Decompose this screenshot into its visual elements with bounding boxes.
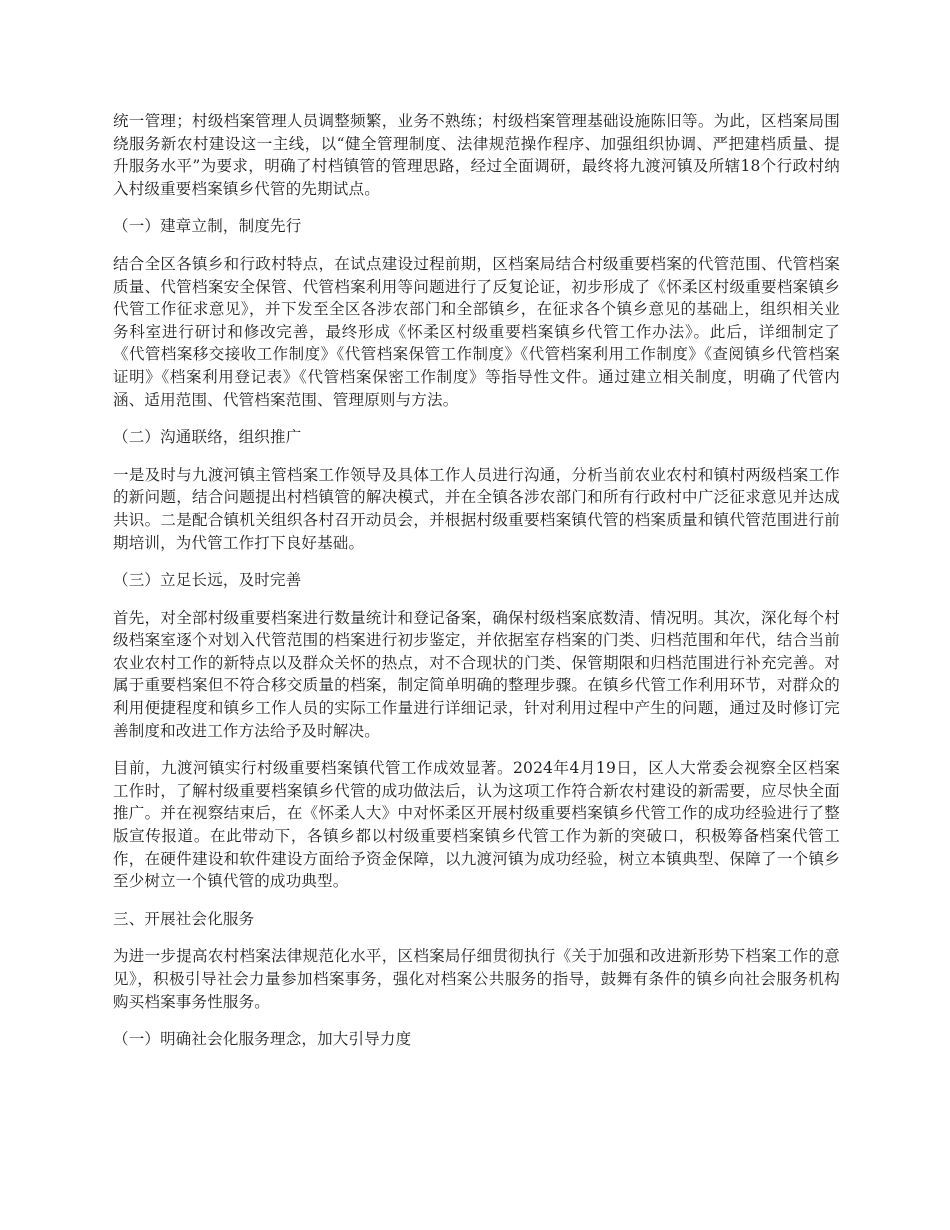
section-heading-3: （三）立足长远，及时完善 — [113, 571, 302, 590]
paragraph-intro: 统一管理；村级档案管理人员调整频繁，业务不熟练；村级档案管理基础设施陈旧等。为此，区档案局围绕服务新农村建设这一主线，以“健全管理制度、法律规范操作程序、加强组织协调、严把建档质量、提升服务水平”为要求，明确了村档镇管的管理思路，经过全面调研，最终将九渡河镇及所辖18个行政村纳入村级重要档案镇乡代管的先期试点。 — [113, 112, 840, 198]
paragraph-rules: 结合全区各镇乡和行政村特点，在试点建设过程前期，区档案局结合村级重要档案的代管范围、代管档案质量、代管档案安全保管、代管档案利用等问题进行了反复论证，初步形成了《怀柔区村级重要档案镇乡代管工作征求意见》，并下发至全区各涉农部门和全部镇乡，在征求各个镇乡意见的基础上，组织相关业务科室进行研讨和修改完善，最终形成《怀柔区村级重要档案镇乡代管工作办法》。此后，详细制定了《代管档案移交接收工作制度》《代管档案保管工作制度》《代管档案利用工作制度》《查阅镇乡代管档案证明》《档案利用登记表》《代管档案保密工作制度》等指导性文件。通过建立相关制度，明确了代管内涵、适用范围、代管档案范围、管理原则与方法。 — [113, 254, 840, 409]
paragraph-social-service: 为进一步提高农村档案法律规范化水平，区档案局仔细贯彻执行《关于加强和改进新形势下档案工作的意见》，积极引导社会力量参加档案事务，强化对档案公共服务的指导，鼓舞有条件的镇乡向社会服务机构购买档案事务性服务。 — [113, 947, 840, 1011]
section-heading-1: （一）建章立制，制度先行 — [113, 217, 302, 236]
document-body — [113, 110, 840, 1066]
chapter-heading-3: 三、开展社会化服务 — [113, 909, 255, 928]
section-heading-2: （二）沟通联络，组织推广 — [113, 428, 302, 447]
paragraph-results: 目前，九渡河镇实行村级重要档案镇代管工作成效显著。2024年4月19日，区人大常委会视察全区档案工作时，了解村级重要档案镇乡代管的成功做法后，认为这项工作符合新农村建设的新需要，应尽快全面推广。并在视察结束后，在《怀柔人大》中对怀柔区开展村级重要档案镇乡代管工作的成功经验进行了整版宣传报道。在此带动下，各镇乡都以村级重要档案镇乡代管工作为新的突破口，积极筹备档案代管工作，在硬件建设和软件建设方面给予资金保障，以九渡河镇为成功经验，树立本镇典型、保障了一个镇乡至少树立一个镇代管的成功典型。 — [113, 759, 840, 891]
paragraph-improvement: 首先，对全部村级重要档案进行数量统计和登记备案，确保村级档案底数清、情况明。其次，深化每个村级档案室逐个对划入代管范围的档案进行初步鉴定，并依据室存档案的门类、归档范围和年代，结合当前农业农村工作的新特点以及群众关怀的热点，对不合现状的门类、保管期限和归档范围进行补充完善。对属于重要档案但不符合移交质量的档案，制定简单明确的整理步骤。在镇乡代管工作利用环节，对群众的利用便捷程度和镇乡工作人员的实际工作量进行详细记录，针对利用过程中产生的问题，通过及时修订完善制度和改进工作方法给予及时解决。 — [113, 608, 840, 740]
paragraph-communication: 一是及时与九渡河镇主管档案工作领导及具体工作人员进行沟通，分析当前农业农村和镇村两级档案工作的新问题，结合问题提出村档镇管的解决模式，并在全镇各涉农部门和所有行政村中广泛征求意见并达成共识。二是配合镇机关组织各村召开动员会，并根据村级重要档案镇代管的档案质量和镇代管范围进行前期培训，为代管工作打下良好基础。 — [113, 465, 840, 552]
section-heading-social-1: （一）明确社会化服务理念，加大引导力度 — [113, 1030, 412, 1049]
